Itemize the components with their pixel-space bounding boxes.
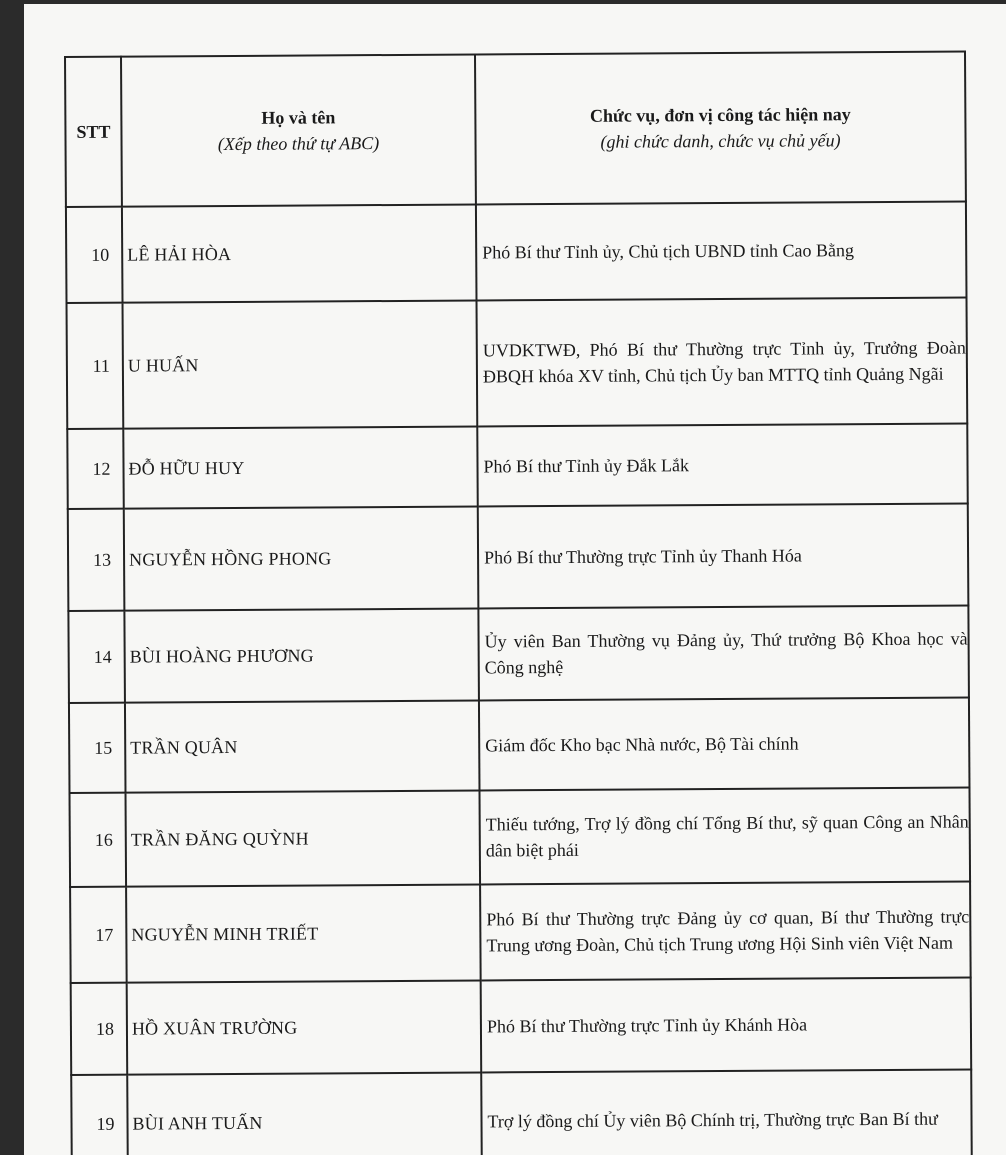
row-stt: 11 xyxy=(67,303,124,429)
row-name: TRẦN ĐĂNG QUỲNH xyxy=(126,790,481,886)
header-name xyxy=(121,54,476,206)
row-name: NGUYỄN MINH TRIẾT xyxy=(126,884,481,982)
row-position: Phó Bí thư Thường trực Tỉnh ủy Thanh Hóa xyxy=(478,503,969,608)
row-position: Ủy viên Ban Thường vụ Đảng ủy, Thứ trưởng Bộ Khoa học và Công nghệ xyxy=(478,605,969,700)
table-row xyxy=(71,1069,972,1155)
row-stt: 19 xyxy=(71,1075,128,1155)
table-row xyxy=(67,423,967,508)
row-position: Trợ lý đồng chí Ủy viên Bộ Chính trị, Thường trực Ban Bí thư xyxy=(481,1069,972,1155)
table-row xyxy=(70,787,971,886)
row-position: Giám đốc Kho bạc Nhà nước, Bộ Tài chính xyxy=(479,697,970,790)
header-name-note: (Xếp theo thứ tự ABC) xyxy=(217,133,380,155)
row-name: ĐỖ HỮU HUY xyxy=(123,426,477,508)
row-name: HỒ XUÂN TRƯỜNG xyxy=(127,980,482,1074)
row-stt: 18 xyxy=(71,983,128,1075)
document-page xyxy=(0,4,1006,1155)
table-row xyxy=(67,297,968,428)
row-position: Phó Bí thư Tỉnh ủy Đắk Lắk xyxy=(477,423,967,506)
row-name: LÊ HẢI HÒA xyxy=(122,204,477,302)
row-stt: 13 xyxy=(68,509,125,611)
row-name: U HUẤN xyxy=(123,300,478,428)
header-stt: STT xyxy=(65,57,122,207)
row-stt: 17 xyxy=(70,887,127,983)
table-row xyxy=(66,201,967,302)
row-name: NGUYỄN HỒNG PHONG xyxy=(124,506,479,610)
row-position: Phó Bí thư Tỉnh ủy, Chủ tịch UBND tỉnh Cao Bằng xyxy=(476,201,967,300)
header-position-note: (ghi chức danh, chức vụ chủ yếu) xyxy=(600,130,841,152)
header-name-title: Họ và tên xyxy=(261,107,336,128)
table-row xyxy=(71,977,972,1074)
table-row xyxy=(68,605,969,702)
candidate-table xyxy=(64,50,973,1155)
row-name: BÙI ANH TUẤN xyxy=(127,1072,482,1155)
header-position xyxy=(475,51,966,204)
header-position-title: Chức vụ, đơn vị công tác hiện nay xyxy=(589,104,851,126)
row-name: BÙI HOÀNG PHƯƠNG xyxy=(124,608,479,702)
row-stt: 10 xyxy=(66,207,123,303)
row-position: Phó Bí thư Thường trực Tỉnh ủy Khánh Hòa xyxy=(481,977,972,1072)
table-header-row xyxy=(65,51,966,206)
row-name: TRẦN QUÂN xyxy=(125,700,480,792)
row-stt: 14 xyxy=(68,611,125,703)
row-position: Thiếu tướng, Trợ lý đồng chí Tổng Bí thư, sỹ quan Công an Nhân dân biệt phái xyxy=(479,787,970,884)
row-stt: 12 xyxy=(67,429,123,509)
row-position: UVDKTWĐ, Phó Bí thư Thường trực Tỉnh ủy, Trưởng Đoàn ĐBQH khóa XV tỉnh, Chủ tịch Ủy ban MTTQ tỉnh Quảng Ngãi xyxy=(477,297,968,426)
row-stt: 16 xyxy=(70,793,127,887)
table-row xyxy=(70,881,971,982)
table-row xyxy=(69,697,970,792)
row-position: Phó Bí thư Thường trực Đảng ủy cơ quan, Bí thư Thường trực Trung ương Đoàn, Chủ tịch Trung ương Hội Sinh viên Việt Nam xyxy=(480,881,971,980)
row-stt: 15 xyxy=(69,703,126,793)
table-row xyxy=(68,503,969,610)
